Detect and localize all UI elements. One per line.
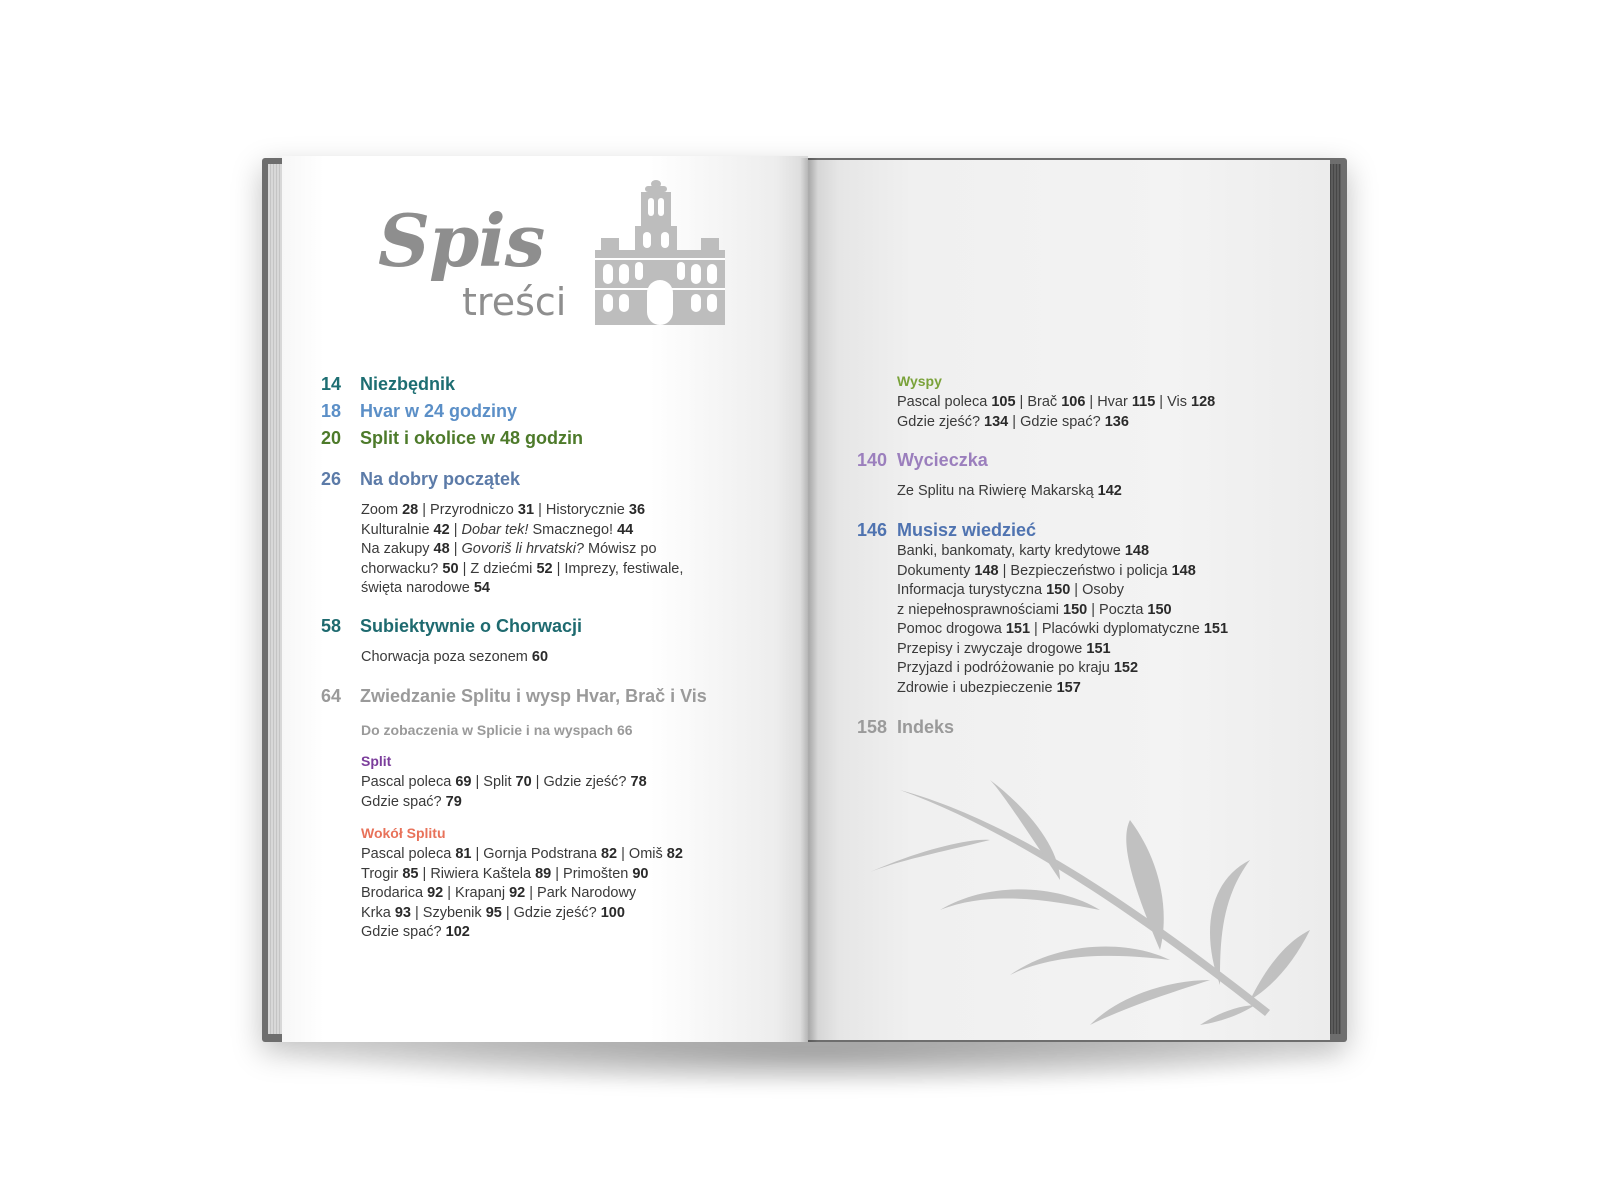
subitem-text: Banki, bankomaty, karty kredytowe <box>897 543 1125 559</box>
toc-subitem-line[interactable] <box>897 542 1228 562</box>
toc-entry-title: Indeks <box>897 717 955 737</box>
subitem-text: | Gornja Podstrana <box>471 846 601 862</box>
subitem-text: | Krapanj <box>443 885 510 901</box>
page-ref: 148 <box>1124 543 1150 559</box>
toc-subitem-line[interactable] <box>361 560 683 580</box>
toc-subitem-line[interactable] <box>897 640 1228 660</box>
page-ref: 78 <box>630 774 647 790</box>
subitem-text: święta narodowe <box>361 580 474 596</box>
subitem-text: | Szybenik <box>410 904 486 921</box>
subitem-text: | Vis <box>1155 394 1191 410</box>
subitem-text: Pascal poleca <box>361 774 456 790</box>
toc-page-number: 140 <box>857 450 888 470</box>
subitem-text: | Z dziećmi <box>458 560 537 577</box>
page-ref: 89 <box>535 865 552 882</box>
subitem-text: Przepisy i zwyczaje drogowe <box>897 640 1087 657</box>
subitem-text: | Bezpieczeństwo i policja <box>998 562 1172 579</box>
subitem-text: Krka <box>361 904 395 921</box>
subitem-text: | Poczta <box>1087 601 1148 618</box>
toc-page-number: 64 <box>321 686 342 706</box>
page-ref: 134 <box>984 413 1009 430</box>
page-ref: 44 <box>617 521 634 538</box>
toc-subitem-line[interactable] <box>897 581 1228 601</box>
subitem-text: | Placówki dyplomatyczne <box>1030 621 1204 637</box>
toc-subitem-line[interactable] <box>361 923 683 943</box>
subitem-text: Dokumenty <box>897 562 975 579</box>
toc-subitem-line[interactable] <box>361 793 647 813</box>
subitem-text: Zdrowie i ubezpieczenie <box>897 679 1057 696</box>
page-ref: 150 <box>1046 582 1071 598</box>
toc-subitem-line[interactable] <box>897 562 1228 582</box>
toc-subitem-line[interactable] <box>361 884 683 904</box>
page-ref: 150 <box>1063 601 1088 618</box>
wycieczka-subitems <box>897 482 1122 502</box>
page-ref: 148 <box>1171 562 1196 579</box>
subitem-text: chorwacku? <box>361 560 443 577</box>
page-ref: 151 <box>1203 621 1229 637</box>
subitem-text: Gdzie spać? <box>361 793 446 810</box>
page-ref: 100 <box>600 904 625 921</box>
wokol-splitu-subheading: Wokół Splitu <box>361 825 446 841</box>
subitem-text: | <box>449 541 462 557</box>
subitem-text: Trogir <box>361 865 403 882</box>
toc-entry-title: Musisz wiedzieć <box>897 520 1037 540</box>
subitem-text: | Imprezy, festiwale, <box>552 560 684 577</box>
subitem-text: | Brač <box>1015 394 1062 410</box>
toc-subitem-line[interactable] <box>897 601 1228 621</box>
subitem-text: Pascal poleca <box>897 394 992 410</box>
toc-subitem-line[interactable] <box>361 540 683 560</box>
subitem-text: | Omiš <box>617 846 667 862</box>
page-ref: 81 <box>455 846 472 862</box>
wokol-splitu-subitems <box>361 845 683 943</box>
subitem-text: | Historycznie <box>534 502 629 518</box>
subitem-text: Pascal poleca <box>361 846 456 862</box>
page-ref: 105 <box>991 394 1016 410</box>
musisz-wiedziec-subitems <box>897 542 1228 698</box>
page-ref: 142 <box>1097 483 1122 499</box>
subitem-text: Smacznego! <box>528 521 618 538</box>
toc-entry-hvar[interactable] <box>321 401 517 422</box>
toc-entry-split[interactable] <box>321 428 583 449</box>
toc-subitem-line[interactable] <box>897 482 1122 502</box>
page-ref: 93 <box>394 904 411 921</box>
page-ref: 79 <box>445 793 462 810</box>
subitem-text: | <box>449 521 462 538</box>
toc-subitem-line[interactable] <box>361 845 683 865</box>
cathedral-icon <box>595 180 725 325</box>
toc-entry-musisz-wiedziec[interactable] <box>857 520 1036 541</box>
subitem-text: Na zakupy <box>361 541 434 557</box>
page-ref: 95 <box>485 904 502 921</box>
subitem-text: | Riwiera Kaštela <box>418 865 536 882</box>
page-ref: 102 <box>445 924 470 940</box>
page-ref: 50 <box>442 560 459 577</box>
page-ref: 157 <box>1056 679 1081 696</box>
page-ref: 136 <box>1104 413 1129 430</box>
subitem-text: Przyjazd i podróżowanie po kraju <box>897 660 1114 676</box>
subitem-text: Chorwacja poza sezonem <box>361 649 532 665</box>
subitem-text: | Primošten <box>551 865 633 882</box>
toc-subitem-line[interactable] <box>361 773 647 793</box>
page-ref: 28 <box>402 502 419 518</box>
subitem-text: | Hvar <box>1085 394 1132 410</box>
olive-branch-icon <box>870 780 1310 1025</box>
toc-subitem-line[interactable] <box>361 521 683 541</box>
toc-entry-niezbednik[interactable] <box>321 374 455 395</box>
split-subheading: Split <box>361 753 392 769</box>
subitem-text: Pomoc drogowa <box>897 621 1006 637</box>
subitem-text: | Osoby <box>1070 582 1125 598</box>
subitem-text: z niepełnosprawnościami <box>897 601 1064 618</box>
toc-page-number: 158 <box>857 717 888 737</box>
toc-page-number: 14 <box>321 374 342 394</box>
subitem-text: | Park Narodowy <box>525 885 637 901</box>
page-ref: 60 <box>531 649 549 665</box>
toc-entry-title: Hvar w 24 godziny <box>360 401 518 421</box>
italic-phrase: Govoriš li hrvatski? <box>461 541 584 557</box>
page-ref: 151 <box>1086 640 1111 657</box>
subitem-text: Kulturalnie <box>361 521 434 538</box>
subitem-text: Brodarica <box>361 885 428 901</box>
subitem-text: | Split <box>471 774 516 790</box>
page-ref: 92 <box>509 885 526 901</box>
page-ref: 36 <box>628 502 646 518</box>
toc-page-number: 146 <box>857 520 888 540</box>
page-ref: 82 <box>666 846 683 862</box>
toc-subitem-line[interactable] <box>361 904 683 924</box>
toc-entry-title: Na dobry początek <box>360 469 521 489</box>
toc-subitem-line[interactable] <box>361 648 548 668</box>
page-ref: 150 <box>1147 601 1172 618</box>
toc-subitem-line[interactable] <box>361 865 683 885</box>
subitem-text: | Gdzie spać? <box>1008 413 1105 430</box>
subitem-text: Gdzie spać? <box>361 924 446 940</box>
subitem-text: | Gdzie zjeść? <box>531 774 631 790</box>
page-ref: 42 <box>433 521 450 538</box>
page-ref: 31 <box>517 502 535 518</box>
italic-phrase: Dobar tek! <box>461 521 529 538</box>
toc-subitem-line[interactable] <box>361 579 683 599</box>
toc-subitem-line[interactable] <box>897 413 1215 433</box>
toc-subitem-line[interactable] <box>897 620 1228 640</box>
page-ref: 54 <box>473 580 490 596</box>
page-ref: 82 <box>600 846 618 862</box>
title-line-2: treści <box>462 280 567 324</box>
subitem-text: Ze Splitu na Riwierę Makarską <box>897 483 1098 499</box>
toc-entry-title: Zwiedzanie Splitu i wysp Hvar, Brač i Vis <box>360 686 707 706</box>
page-ref: 70 <box>515 774 532 790</box>
subitem-text: | Gdzie zjeść? <box>501 904 601 921</box>
page-ref: 148 <box>974 562 999 579</box>
toc-subitem-line[interactable] <box>897 679 1228 699</box>
toc-entry-wycieczka[interactable] <box>857 450 988 471</box>
dobry-poczatek-subitems <box>361 501 683 599</box>
wyspy-subitems <box>897 393 1215 432</box>
page-ref: 90 <box>632 865 649 882</box>
toc-page-number: 58 <box>321 616 342 636</box>
page-ref: 152 <box>1113 660 1139 676</box>
subiektywnie-subitems <box>361 648 548 668</box>
page-ref: 48 <box>433 541 450 557</box>
toc-page-number: 18 <box>321 401 342 421</box>
toc-entry-title: Split i okolice w 48 godzin <box>360 428 584 448</box>
subitem-text: Zoom <box>361 502 403 518</box>
subitem-text: Mówisz po <box>584 541 657 557</box>
page-ref: 69 <box>455 774 472 790</box>
do-zobaczenia-entry[interactable]: Do zobaczenia w Splicie i na wyspach 66 <box>361 722 633 738</box>
subitem-text: Informacja turystyczna <box>897 582 1047 598</box>
toc-entry-title: Wycieczka <box>897 450 988 470</box>
title-line-1: Spis <box>378 198 545 283</box>
book-gutter <box>800 158 818 1042</box>
page-ref: 52 <box>536 560 553 577</box>
page-ref: 128 <box>1191 394 1216 410</box>
toc-page-number: 26 <box>321 469 342 489</box>
wyspy-subheading: Wyspy <box>897 373 942 389</box>
toc-subitem-line[interactable] <box>897 659 1228 679</box>
subitem-text: | Przyrodniczo <box>418 502 518 518</box>
page-ref: 115 <box>1131 394 1156 410</box>
toc-entry-indeks[interactable] <box>857 717 954 738</box>
toc-entry-subiektywnie[interactable] <box>321 616 582 637</box>
subitem-text: Gdzie zjeść? <box>897 413 985 430</box>
toc-entry-title: Subiektywnie o Chorwacji <box>360 616 583 636</box>
toc-entry-zwiedzanie[interactable] <box>321 686 707 707</box>
split-subitems <box>361 773 647 812</box>
page-ref: 106 <box>1061 394 1086 410</box>
toc-entry-title: Niezbędnik <box>360 374 456 394</box>
page-ref: 151 <box>1005 621 1031 637</box>
toc-entry-na-dobry-poczatek[interactable] <box>321 469 520 490</box>
page-ref: 85 <box>402 865 419 882</box>
page-ref: 92 <box>427 885 444 901</box>
toc-subitem-line[interactable] <box>897 393 1215 413</box>
toc-page-number: 20 <box>321 428 342 448</box>
toc-subitem-line[interactable] <box>361 501 683 521</box>
